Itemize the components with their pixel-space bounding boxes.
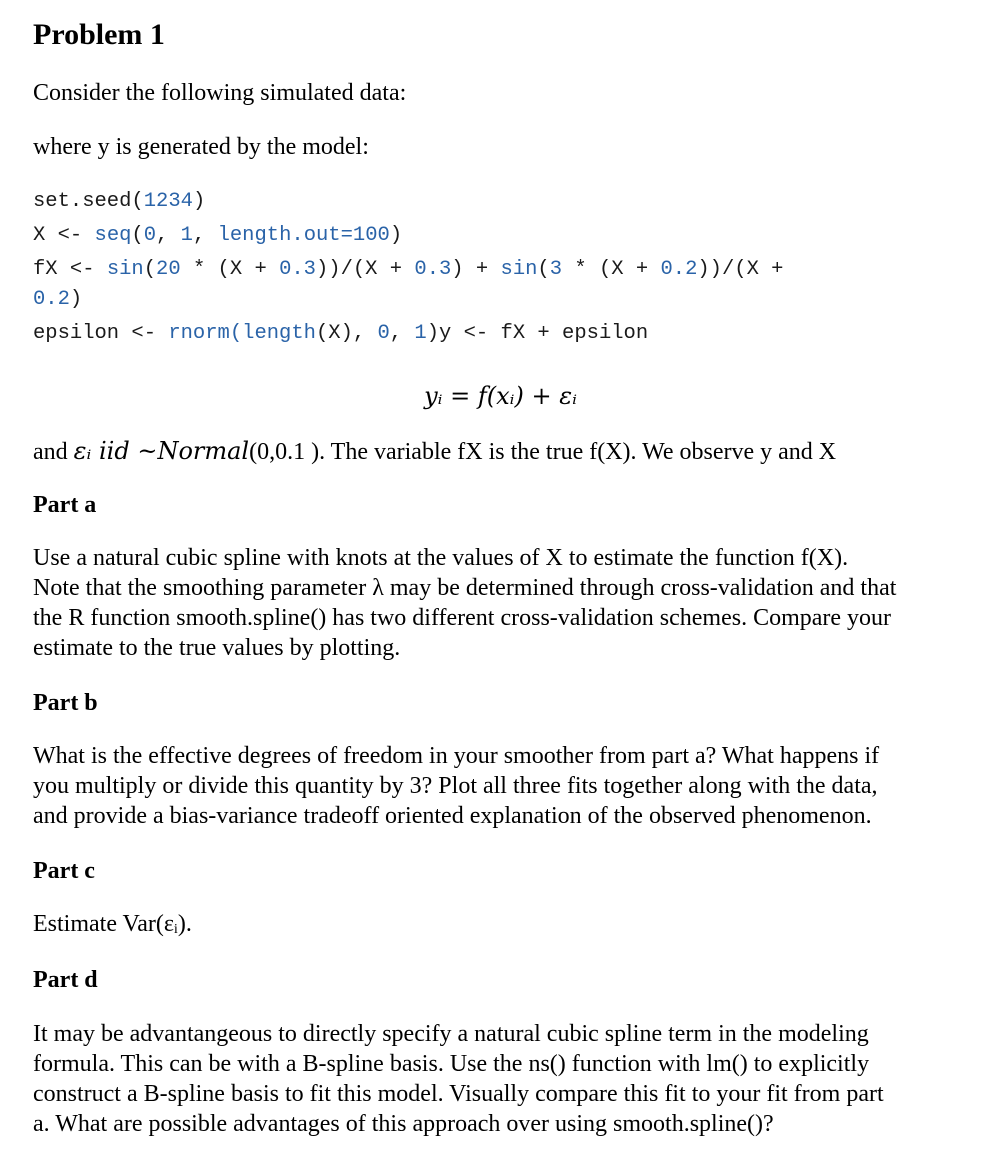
part-b-line: What is the effective degrees of freedom in your smoother from part a? What happens if [33, 743, 880, 769]
part-b-heading: Part b [33, 690, 98, 716]
code-token: X <- [33, 224, 95, 247]
part-a-heading: Part a [33, 492, 97, 518]
code-function: sin [500, 258, 538, 281]
code-token: , [389, 322, 415, 345]
noise-text: (0,0.1 ). The variable fX is the true f(X). We observe y and X [249, 439, 837, 465]
part-b-line: you multiply or divide this quantity by 3? Plot all three fits together along with the data, [33, 773, 878, 799]
code-token: ( [143, 258, 157, 281]
code-token: epsilon <- [33, 322, 169, 345]
part-a-line: Use a natural cubic spline with knots at the values of X to estimate the function f(X). [33, 545, 849, 571]
part-a-line: the R function smooth.spline() has two different cross-validation schemes. Compare your [33, 605, 892, 631]
part-c-text: Estimate Var(εᵢ). [33, 911, 192, 937]
code-token: set.seed [33, 190, 132, 213]
code-token: ))/(X + [697, 258, 784, 281]
code-number: 100 [352, 224, 390, 247]
part-c-heading: Part c [33, 858, 95, 884]
code-number: 20 [156, 258, 181, 281]
code-token: * [562, 258, 599, 281]
part-d-heading: Part d [33, 967, 98, 993]
code-number: 0.2 [33, 288, 70, 311]
code-token: ( [131, 190, 144, 213]
model-intro-text: where y is generated by the model: [33, 134, 369, 160]
code-token: * [180, 258, 218, 281]
part-d-line: It may be advantangeous to directly specify a natural cubic spline term in the modeling [33, 1021, 869, 1047]
code-token: (X + [598, 258, 661, 281]
code-function: (length [229, 322, 316, 345]
part-a-line: Note that the smoothing parameter λ may be determined through cross-validation and that [33, 575, 897, 601]
problem-title: Problem 1 [33, 18, 165, 51]
code-token: ))/(X + [315, 258, 415, 281]
noise-text: and [33, 439, 74, 465]
code-number: 1234 [143, 190, 193, 213]
code-number: 0 [377, 322, 390, 345]
code-token: (X), [315, 322, 378, 345]
noise-math: εᵢ iid ~Normal [73, 437, 250, 465]
code-token: ) [389, 224, 403, 247]
code-line-5 [33, 317, 648, 350]
code-number: 1 [180, 224, 193, 247]
code-function: rnorm [168, 322, 230, 345]
code-token: (X + [217, 258, 280, 281]
code-line-2 [33, 219, 402, 252]
part-d-line: construct a B-spline basis to fit this model. Visually compare this fit to your fit from part [33, 1081, 884, 1107]
code-token: fX <- [33, 258, 107, 281]
code-function: sin [106, 258, 144, 281]
model-equation: yᵢ = f(xᵢ) + εᵢ [424, 382, 577, 410]
code-argument: length.out= [217, 224, 353, 247]
part-d-line: formula. This can be with a B-spline basis. Use the ns() function with lm() to explicitly [33, 1051, 870, 1077]
code-line-1 [33, 185, 205, 218]
intro-text: Consider the following simulated data: [33, 80, 407, 106]
part-b-line: and provide a bias-variance tradeoff oriented explanation of the observed phenomenon. [33, 803, 872, 829]
code-number: 0.2 [660, 258, 698, 281]
code-token: , [156, 224, 181, 247]
code-line-3 [33, 253, 784, 286]
part-d-line: a. What are possible advantages of this approach over using smooth.spline()? [33, 1111, 774, 1137]
code-token: ( [131, 224, 144, 247]
code-line-4 [33, 283, 82, 316]
code-number: 3 [549, 258, 563, 281]
code-token: )y <- fX + epsilon [426, 322, 649, 345]
code-token: ) + [451, 258, 501, 281]
code-token: , [192, 224, 218, 247]
code-token: ) [69, 288, 83, 311]
code-token: ) [192, 190, 206, 213]
code-number: 1 [414, 322, 427, 345]
noise-description [33, 436, 836, 467]
code-number: 0.3 [279, 258, 316, 281]
part-a-line: estimate to the true values by plotting. [33, 635, 401, 661]
code-number: 0 [143, 224, 157, 247]
code-token: ( [537, 258, 550, 281]
code-function: seq [94, 224, 132, 247]
code-number: 0.3 [414, 258, 452, 281]
